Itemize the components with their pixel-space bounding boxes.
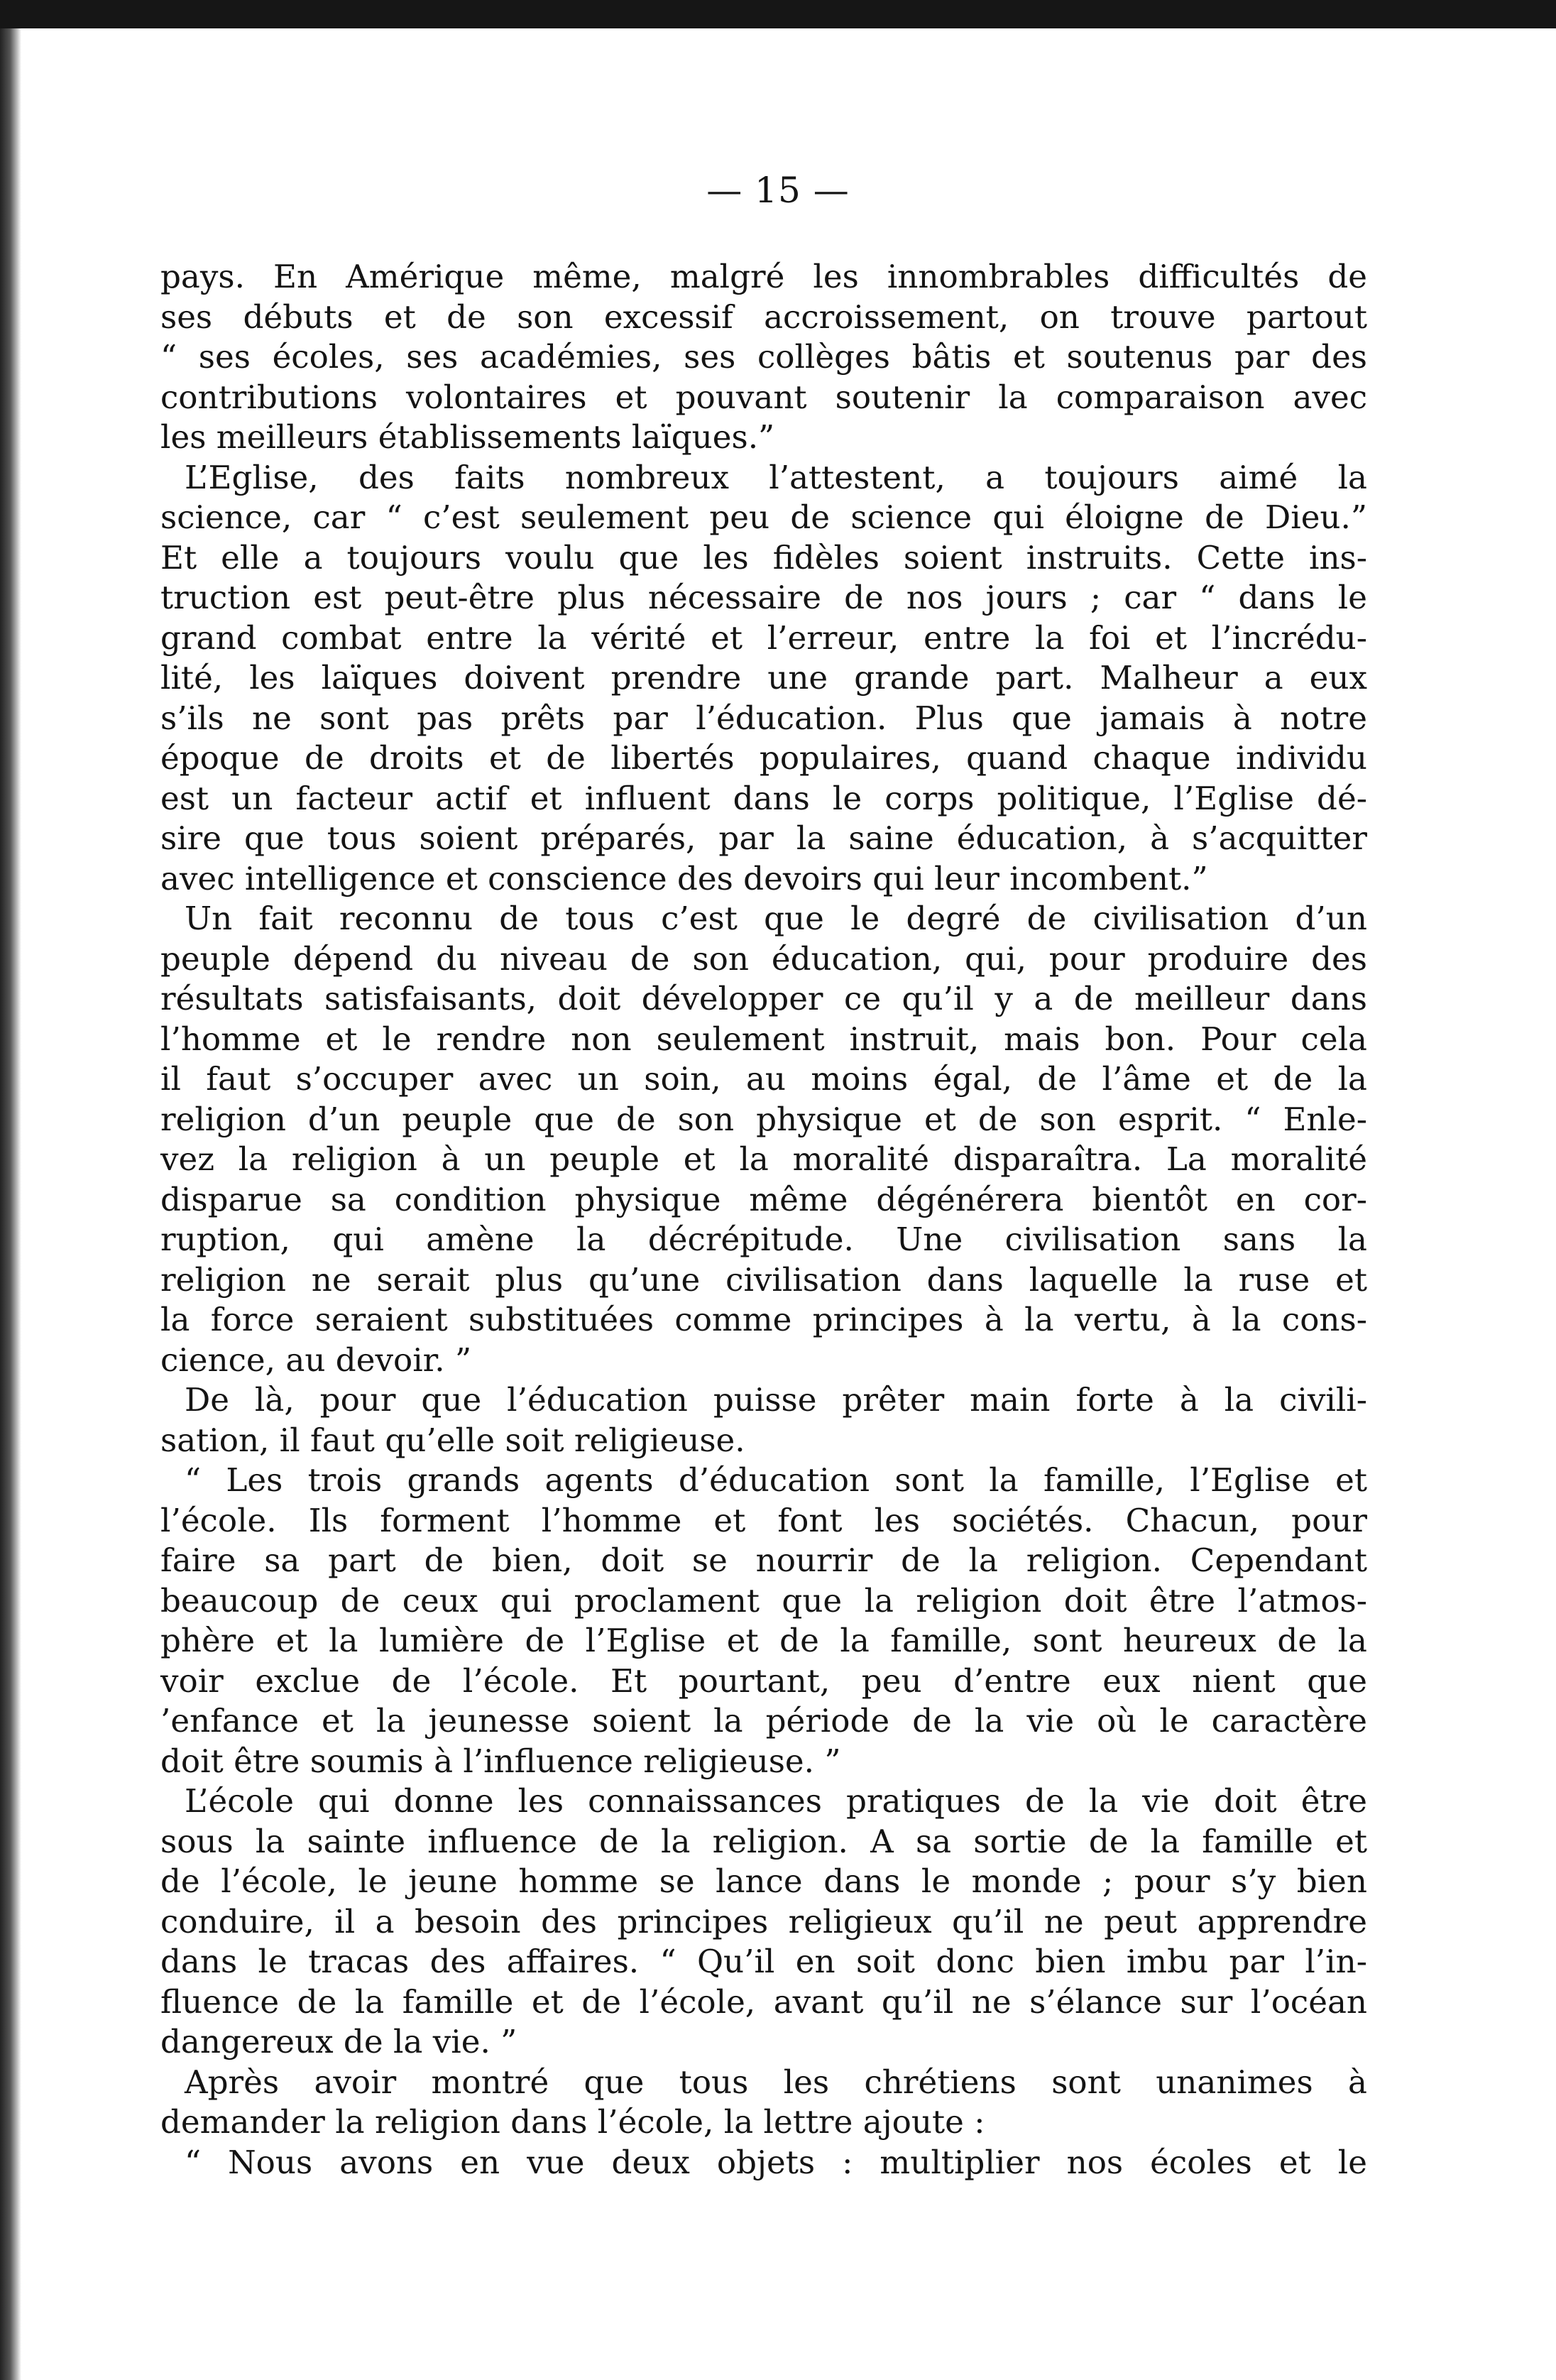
text-line: résultats satisfaisants, doit développer ce qu’il y a de meilleur dans (160, 980, 1367, 1017)
text-line: dans le tracas des affaires. “ Qu’il en soit donc bien imbu par l’in- (160, 1943, 1367, 1980)
text-line: cience, au devoir. ” (160, 1341, 472, 1379)
text-line: sire que tous soient préparés, par la saine éducation, à s’acquitter (160, 819, 1367, 857)
text-line: ses débuts et de son excessif accroissement, on trouve partout (160, 298, 1367, 336)
text-line: conduire, il a besoin des principes religieux qu’il ne peut apprendre (160, 1902, 1367, 1940)
text-line: pays. En Amérique même, malgré les innombrables difficultés de (160, 258, 1367, 295)
text-line: fluence de la famille et de l’école, avant qu’il ne s’élance sur l’océan (160, 1982, 1367, 2021)
text-line: lité, les laïques doivent prendre une grande part. Malheur a eux (160, 659, 1367, 697)
text-line: l’homme et le rendre non seulement instruit, mais bon. Pour cela (160, 1020, 1367, 1058)
text-line: avec intelligence et conscience des devoirs qui leur incombent.” (160, 859, 1208, 897)
text-line: sation, il faut qu’elle soit religieuse. (160, 1421, 745, 1459)
text-line: L’Eglise, des faits nombreux l’attestent, a toujours aimé la (185, 458, 1367, 496)
text-line: faire sa part de bien, doit se nourrir de la religion. Cependant (160, 1541, 1367, 1579)
text-line: Un fait reconnu de tous c’est que le degré de civilisation d’un (185, 900, 1367, 937)
text-line: la force seraient substituées comme principes à la vertu, à la cons- (160, 1301, 1367, 1338)
text-line: phère et la lumière de l’Eglise et de la famille, sont heureux de la (160, 1622, 1367, 1659)
text-line: voir exclue de l’école. Et pourtant, peu d’entre eux nient que (160, 1661, 1367, 1700)
text-line: science, car “ c’est seulement peu de science qui éloigne de Dieu.” (160, 498, 1367, 536)
text-line: L’école qui donne les connaissances pratiques de la vie doit être (185, 1782, 1367, 1820)
text-line: peuple dépend du niveau de son éducation, qui, pour produire des (160, 939, 1367, 978)
text-line: “ ses écoles, ses académies, ses collèges bâtis et soutenus par des (160, 338, 1367, 376)
text-line: doit être soumis à l’influence religieuse. ” (160, 1742, 841, 1780)
text-line: les meilleurs établissements laïques.” (160, 418, 775, 456)
text-line: grand combat entre la vérité et l’erreur, entre la foi et l’incrédu- (160, 618, 1367, 657)
text-line: Et elle a toujours voulu que les fidèles soient instruits. Cette ins- (160, 538, 1367, 577)
text-line: religion d’un peuple que de son physique et de son esprit. “ Enle- (160, 1100, 1367, 1138)
text-line: truction est peut-être plus nécessaire de nos jours ; car “ dans le (160, 579, 1367, 616)
text-line: religion ne serait plus qu’une civilisation dans laquelle la ruse et (160, 1260, 1367, 1299)
text-line: époque de droits et de libertés populaires, quand chaque individu (160, 739, 1367, 777)
text-line: contributions volontaires et pouvant soutenir la comparaison avec (160, 378, 1367, 416)
text-line: beaucoup de ceux qui proclament que la religion doit être l’atmos- (160, 1581, 1367, 1620)
text-line: s’ils ne sont pas prêts par l’éducation. Plus que jamais à notre (160, 699, 1367, 737)
text-line: de l’école, le jeune homme se lance dans le monde ; pour s’y bien (160, 1862, 1367, 1900)
text-line: Après avoir montré que tous les chrétiens sont unanimes à (185, 2063, 1367, 2101)
text-line: est un facteur actif et influent dans le corps politique, l’Eglise dé- (160, 779, 1367, 817)
text-line: disparue sa condition physique même dégénérera bientôt en cor- (160, 1180, 1367, 1218)
scan-top-border (0, 0, 1556, 28)
text-line: vez la religion à un peuple et la moralité disparaîtra. La moralité (160, 1140, 1367, 1178)
text-line: demander la religion dans l’école, la lettre ajoute : (160, 2103, 985, 2141)
page-number: — 15 — (706, 170, 850, 211)
text-line: sous la sainte influence de la religion. A sa sortie de la famille et (160, 1822, 1367, 1860)
body-text (160, 257, 1367, 2183)
text-line: De là, pour que l’éducation puisse prêter main forte à la civili- (185, 1381, 1367, 1419)
text-line: il faut s’occuper avec un soin, au moins égal, de l’âme et de la (160, 1060, 1367, 1098)
text-line: “ Nous avons en vue deux objets : multiplier nos écoles et le (185, 2143, 1367, 2181)
text-line: l’école. Ils forment l’homme et font les sociétés. Chacun, pour (160, 1501, 1367, 1539)
text-line: ’enfance et la jeunesse soient la période de la vie où le caractère (160, 1702, 1367, 1740)
scan-left-edge (0, 28, 21, 2380)
text-line: “ Les trois grands agents d’éducation sont la famille, l’Eglise et (185, 1461, 1367, 1499)
text-line: ruption, qui amène la décrépitude. Une civilisation sans la (160, 1221, 1367, 1258)
text-line: dangereux de la vie. ” (160, 2023, 517, 2060)
